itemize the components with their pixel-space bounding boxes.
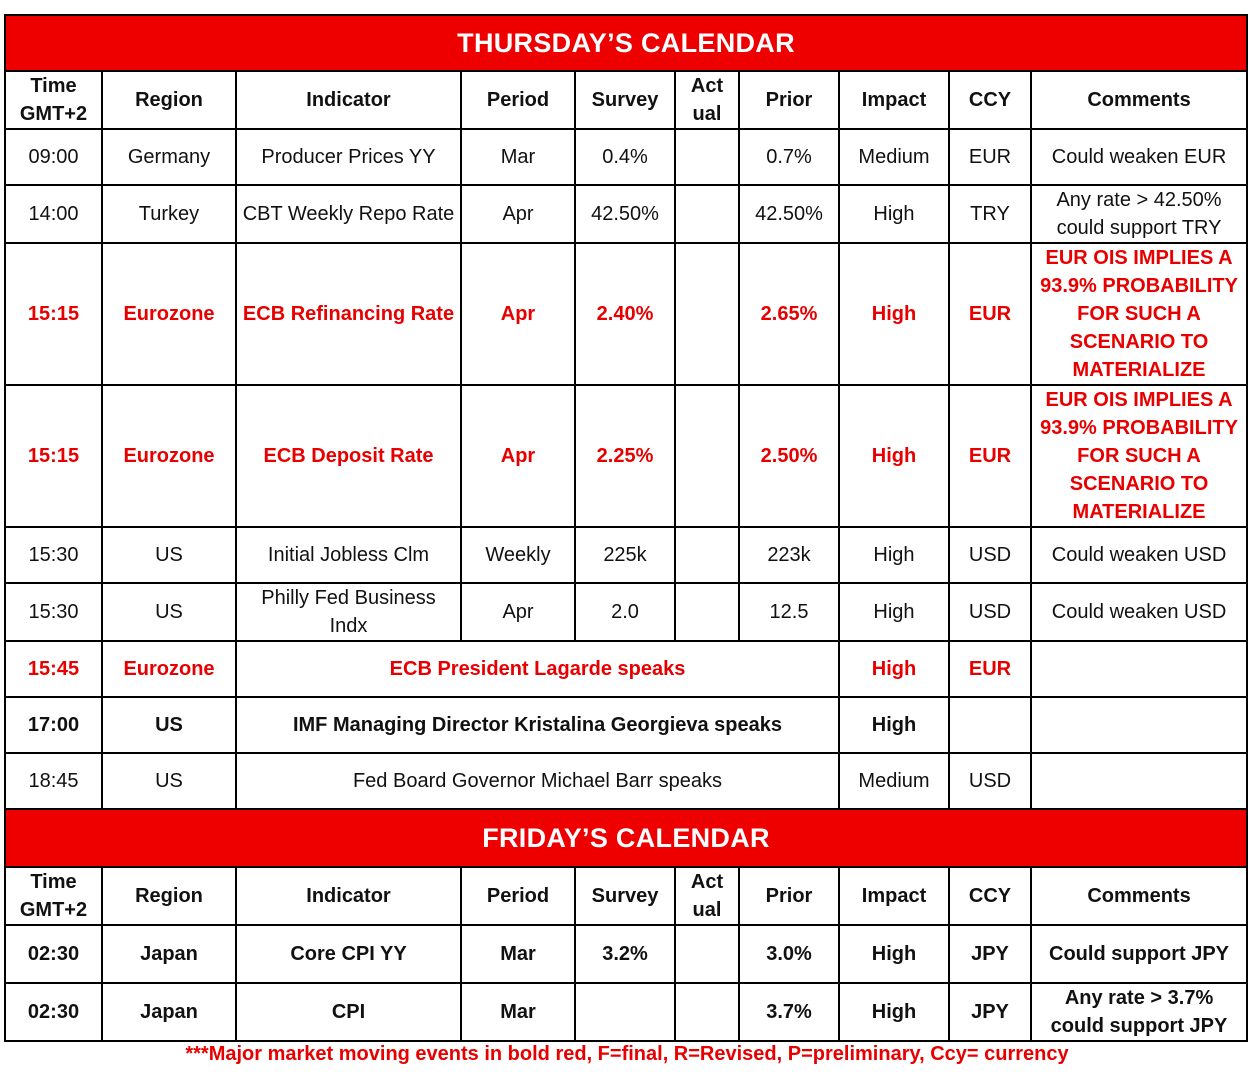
cell-prior: 3.0% [739,925,839,983]
cell-prior: 0.7% [739,129,839,185]
header-period: Period [461,71,575,129]
speech-row [5,697,1247,753]
cell-actual [675,243,739,385]
cell-region: US [102,753,236,809]
cell-indicator: Initial Jobless Clm [236,527,461,583]
cell-impact: High [839,527,949,583]
cell-time: 02:30 [5,983,102,1041]
cell-actual [675,385,739,527]
cell-comments: Could weaken EUR [1031,129,1247,185]
cell-prior: 2.50% [739,385,839,527]
economic-calendar-table [4,14,1248,1042]
cell-ccy: EUR [949,129,1031,185]
cell-actual [675,583,739,641]
friday-header-row [5,867,1247,925]
cell-period: Weekly [461,527,575,583]
cell-region: Germany [102,129,236,185]
cell-comments [1031,697,1247,753]
header-comments: Comments [1031,71,1247,129]
cell-ccy: TRY [949,185,1031,243]
cell-time: 09:00 [5,129,102,185]
header-impact: Impact [839,71,949,129]
cell-prior: 12.5 [739,583,839,641]
header-prior: Prior [739,867,839,925]
table-row [5,527,1247,583]
cell-actual [675,983,739,1041]
cell-indicator: Producer Prices YY [236,129,461,185]
cell-indicator: ECB Deposit Rate [236,385,461,527]
cell-event: IMF Managing Director Kristalina Georgieva speaks [236,697,839,753]
cell-period: Apr [461,583,575,641]
cell-survey: 42.50% [575,185,675,243]
cell-indicator: Core CPI YY [236,925,461,983]
cell-time: 15:15 [5,385,102,527]
cell-region: US [102,697,236,753]
cell-time: 02:30 [5,925,102,983]
cell-impact: High [839,243,949,385]
header-survey: Survey [575,71,675,129]
cell-region: Eurozone [102,243,236,385]
cell-comments [1031,753,1247,809]
cell-time: 14:00 [5,185,102,243]
cell-time: 17:00 [5,697,102,753]
cell-indicator: CPI [236,983,461,1041]
cell-ccy: USD [949,753,1031,809]
cell-period: Apr [461,243,575,385]
cell-indicator: CBT Weekly Repo Rate [236,185,461,243]
table-row [5,129,1247,185]
cell-time: 18:45 [5,753,102,809]
cell-time: 15:45 [5,641,102,697]
table-row [5,583,1247,641]
header-comments: Comments [1031,867,1247,925]
footer-note: ***Major market moving events in bold red, F=final, R=Revised, P=preliminary, Ccy= currency [185,1043,1069,1065]
cell-actual [675,185,739,243]
cell-region: Japan [102,983,236,1041]
header-ccy: CCY [949,867,1031,925]
cell-comments: EUR OIS IMPLIES A 93.9% PROBABILITY FOR SUCH A SCENARIO TO MATERIALIZE [1031,243,1247,385]
cell-time: 15:30 [5,583,102,641]
cell-prior: 3.7% [739,983,839,1041]
cell-comments: Could weaken USD [1031,583,1247,641]
cell-ccy: EUR [949,385,1031,527]
thursday-title: THURSDAY’S CALENDAR [5,15,1247,71]
cell-ccy: JPY [949,925,1031,983]
header-region: Region [102,867,236,925]
cell-ccy: USD [949,583,1031,641]
cell-impact: Medium [839,753,949,809]
cell-indicator: ECB Refinancing Rate [236,243,461,385]
cell-survey: 2.40% [575,243,675,385]
header-survey: Survey [575,867,675,925]
table-row [5,185,1247,243]
cell-period: Mar [461,925,575,983]
cell-time: 15:15 [5,243,102,385]
cell-impact: High [839,925,949,983]
cell-region: Japan [102,925,236,983]
cell-period: Apr [461,385,575,527]
header-time: Time GMT+2 [5,867,102,925]
cell-comments: EUR OIS IMPLIES A 93.9% PROBABILITY FOR SUCH A SCENARIO TO MATERIALIZE [1031,385,1247,527]
header-period: Period [461,867,575,925]
cell-prior: 42.50% [739,185,839,243]
header-prior: Prior [739,71,839,129]
friday-title: FRIDAY’S CALENDAR [5,809,1247,867]
table-row [5,925,1247,983]
cell-actual [675,925,739,983]
cell-region: Eurozone [102,641,236,697]
cell-impact: High [839,641,949,697]
calendar-sheet [4,14,1246,1042]
cell-survey: 0.4% [575,129,675,185]
cell-impact: High [839,385,949,527]
cell-actual [675,129,739,185]
cell-event: ECB President Lagarde speaks [236,641,839,697]
cell-region: Eurozone [102,385,236,527]
cell-survey: 225k [575,527,675,583]
cell-impact: High [839,697,949,753]
cell-survey: 3.2% [575,925,675,983]
cell-time: 15:30 [5,527,102,583]
table-row [5,983,1247,1041]
header-indicator: Indicator [236,71,461,129]
cell-period: Apr [461,185,575,243]
thursday-header-row [5,71,1247,129]
cell-prior: 223k [739,527,839,583]
header-time: Time GMT+2 [5,71,102,129]
cell-region: US [102,527,236,583]
cell-period: Mar [461,129,575,185]
table-row [5,243,1247,385]
speech-row [5,641,1247,697]
cell-ccy: EUR [949,243,1031,385]
cell-impact: High [839,983,949,1041]
cell-impact: Medium [839,129,949,185]
cell-indicator: Philly Fed Business Indx [236,583,461,641]
cell-region: US [102,583,236,641]
cell-comments: Could support JPY [1031,925,1247,983]
cell-survey [575,983,675,1041]
cell-period: Mar [461,983,575,1041]
cell-impact: High [839,185,949,243]
speech-row [5,753,1247,809]
header-actual: Act ual [675,867,739,925]
header-region: Region [102,71,236,129]
cell-impact: High [839,583,949,641]
cell-comments [1031,641,1247,697]
table-row [5,385,1247,527]
cell-actual [675,527,739,583]
cell-comments: Any rate > 42.50% could support TRY [1031,185,1247,243]
cell-prior: 2.65% [739,243,839,385]
cell-ccy: USD [949,527,1031,583]
cell-comments: Any rate > 3.7% could support JPY [1031,983,1247,1041]
cell-ccy: EUR [949,641,1031,697]
cell-ccy [949,697,1031,753]
cell-region: Turkey [102,185,236,243]
cell-comments: Could weaken USD [1031,527,1247,583]
header-indicator: Indicator [236,867,461,925]
cell-ccy: JPY [949,983,1031,1041]
cell-event: Fed Board Governor Michael Barr speaks [236,753,839,809]
cell-survey: 2.25% [575,385,675,527]
header-impact: Impact [839,867,949,925]
header-actual: Act ual [675,71,739,129]
cell-survey: 2.0 [575,583,675,641]
header-ccy: CCY [949,71,1031,129]
